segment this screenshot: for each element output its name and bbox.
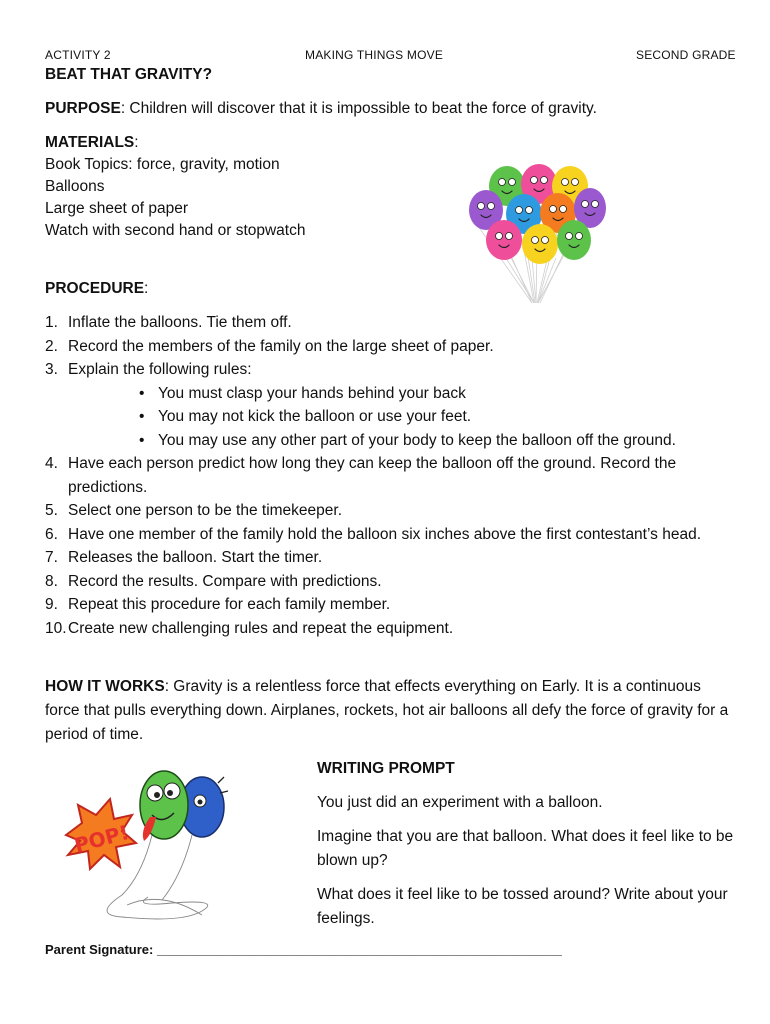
page-title: BEAT THAT GRAVITY? (45, 66, 213, 83)
step-number: 9. (45, 596, 58, 613)
how-it-works-section (45, 675, 735, 747)
header-topic: MAKING THINGS MOVE (305, 48, 444, 62)
procedure-steps (45, 311, 715, 640)
procedure-step (45, 335, 715, 359)
rule-item (68, 382, 715, 406)
bullet-icon: • (139, 431, 145, 449)
step-text: Repeat this procedure for each family member. (68, 596, 391, 613)
how-it-works-text: : Gravity is a relentless force that effects everything on Early. It is a continuous force that pulls everything down. Airplanes, rockets, hot air balloons all defy the force of gravity for a period of time. (45, 678, 729, 743)
materials-label: MATERIALS (45, 134, 135, 151)
materials-item: Balloons (45, 178, 105, 195)
purpose-section (45, 97, 725, 120)
materials-item: Large sheet of paper (45, 200, 189, 217)
procedure-step (45, 593, 715, 617)
materials-item: Book Topics: force, gravity, motion (45, 156, 280, 173)
step-number: 6. (45, 525, 58, 543)
step-number: 2. (45, 337, 58, 355)
signature-label: Parent Signature: (45, 942, 154, 957)
purpose-text: : Children will discover that it is impossible to beat the force of gravity. (120, 100, 597, 117)
step-number: 5. (45, 502, 58, 519)
step-text: Releases the balloon. Start the timer. (68, 549, 323, 566)
step-text: Record the results. Compare with predictions. (68, 572, 382, 590)
step-text: Inflate the balloons. Tie them off. (68, 314, 292, 331)
step-text: Explain the following rules: (68, 361, 252, 378)
pop-text: POP! (71, 820, 132, 858)
procedure-step (45, 499, 715, 523)
procedure-step (45, 358, 715, 452)
writing-prompt-title: WRITING PROMPT (317, 760, 455, 777)
procedure-heading (45, 277, 148, 300)
step-text: Record the members of the family on the large sheet of paper. (68, 337, 494, 355)
procedure-step (45, 570, 715, 594)
step-text: Have one member of the family hold the balloon six inches above the first contestant’s head. (68, 525, 701, 543)
step-number: 7. (45, 549, 58, 566)
step-number: 4. (45, 455, 58, 472)
step-number: 1. (45, 314, 58, 331)
rule-text: You may use any other part of your body to keep the balloon off the ground. (158, 431, 676, 449)
procedure-step (45, 546, 715, 570)
rule-item (68, 405, 715, 429)
procedure-step (45, 617, 715, 641)
rule-item (68, 429, 715, 453)
bullet-icon: • (139, 384, 145, 402)
materials-section (45, 132, 445, 242)
popped-balloon-illustration (52, 765, 282, 925)
step-text: Select one person to be the timekeeper. (68, 502, 343, 519)
step-number: 10. (45, 619, 67, 637)
step-number: 8. (45, 572, 58, 590)
materials-item: Watch with second hand or stopwatch (45, 222, 306, 239)
how-it-works-label: HOW IT WORKS (45, 678, 165, 695)
materials-colon: : (134, 134, 139, 151)
signature-blank[interactable]: ________________________________________________________ (156, 942, 562, 957)
procedure-colon: : (144, 280, 149, 297)
balloon-pink (486, 220, 522, 260)
procedure-label: PROCEDURE (45, 280, 145, 297)
rules-list (68, 382, 715, 453)
bullet-icon: • (139, 408, 145, 425)
balloon-green (557, 220, 591, 260)
writing-prompt-line: You just did an experiment with a balloon. (317, 794, 603, 811)
parent-signature-line (45, 942, 562, 957)
purpose-label: PURPOSE (45, 100, 121, 117)
writing-prompt-line: Imagine that you are that balloon. What does it feel like to be blown up? (317, 828, 734, 869)
step-text: Create new challenging rules and repeat the equipment. (68, 619, 454, 637)
header-grade: SECOND GRADE (636, 48, 736, 62)
rule-text: You may not kick the balloon or use your feet. (158, 408, 472, 425)
procedure-step (45, 452, 715, 499)
procedure-step (45, 523, 715, 547)
procedure-step (45, 311, 715, 335)
balloon-bunch-illustration (462, 158, 612, 308)
step-number: 3. (45, 361, 58, 378)
writing-prompt-line: What does it feel like to be tossed around? Write about your feelings. (317, 886, 728, 927)
header-activity: ACTIVITY 2 (45, 48, 111, 62)
rule-text: You must clasp your hands behind your back (158, 384, 466, 402)
balloon-yellow (522, 224, 558, 264)
step-text: Have each person predict how long they can keep the balloon off the ground. Record the predictions. (68, 455, 677, 496)
